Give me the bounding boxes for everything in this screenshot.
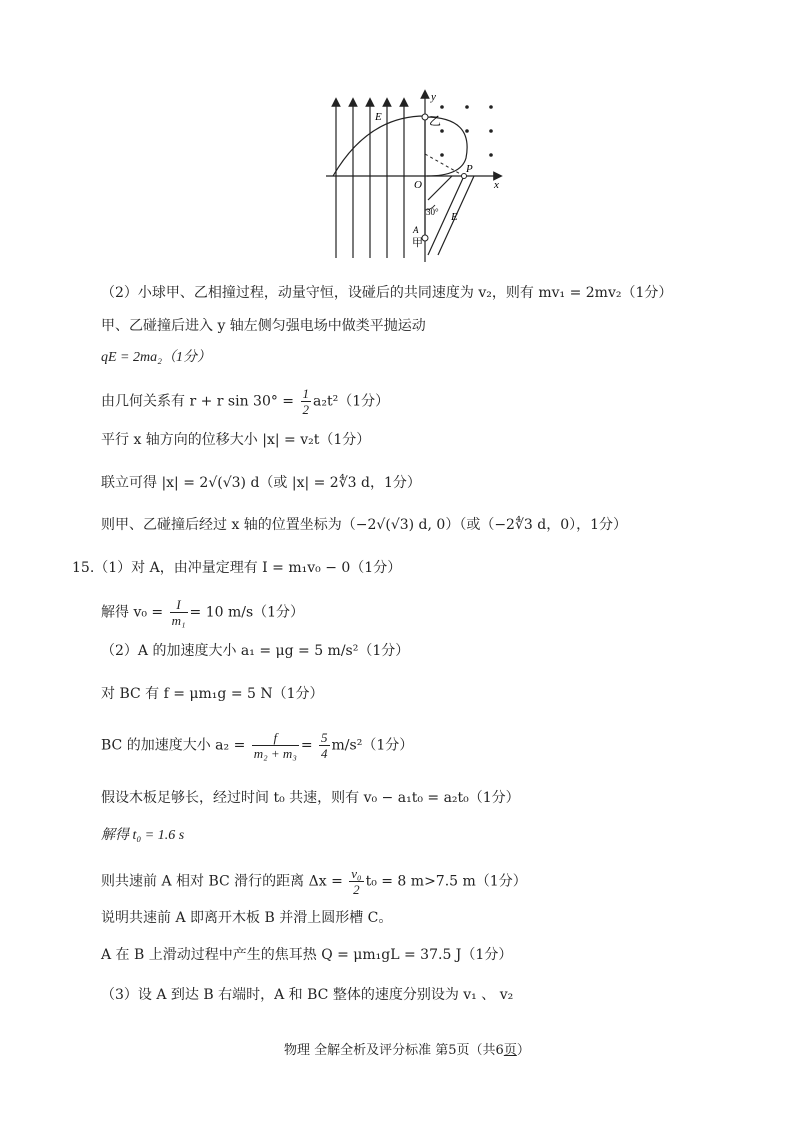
fraction-v0-half	[349, 866, 363, 897]
label-y: y	[431, 91, 436, 103]
dashed-line	[425, 154, 464, 176]
label-a: A	[413, 225, 419, 235]
label-e-left: E	[375, 111, 382, 123]
line-joule-heat: A 在 B 上滑动过程中产生的焦耳热 Q = μm₁gL = 37.5 J（1分）	[101, 947, 513, 963]
label-p: P	[466, 163, 473, 175]
label-yi: 乙	[429, 114, 442, 128]
footer-close: ）	[516, 1043, 530, 1058]
line-part3-setup: （3）设 A 到达 B 右端时，A 和 BC 整体的速度分别设为 v₁ 、 v₂	[101, 987, 514, 1003]
label-origin: O	[414, 179, 422, 191]
label-x: x	[494, 179, 499, 191]
fraction-f-mass	[252, 730, 299, 761]
line-bc-friction: 对 BC 有 f = μm₁g = 5 N（1分）	[101, 686, 324, 702]
fraction-i-m1	[170, 597, 188, 628]
label-jia: 甲	[412, 237, 423, 249]
v0-suffix: = 10 m/s（1分）	[189, 604, 305, 621]
line-relative-distance	[101, 866, 527, 897]
line-after-collision: 甲、乙碰撞后进入 y 轴左侧匀强电场中做类平抛运动	[101, 318, 426, 334]
trajectory-arc	[425, 117, 467, 238]
frac-den: 2	[302, 402, 309, 417]
distance-prefix: 则共速前 A 相对 BC 滑行的距离 Δx =	[101, 873, 348, 890]
frac-den: 2	[353, 882, 360, 897]
ball-yi	[422, 114, 428, 120]
geometry-prefix: 由几何关系有 r + r sin 30° =	[101, 393, 299, 410]
label-angle: 30°	[426, 207, 439, 217]
line-a-acceleration: （2）A 的加速度大小 a₁ = μg = 5 m/s²（1分）	[101, 643, 410, 659]
line-q15-part1: 15.（1）对 A，由冲量定理有 I = m₁v₀ − 0（1分）	[72, 560, 402, 576]
line-solve-v0	[101, 597, 304, 628]
frac-num: v₀	[351, 866, 362, 881]
line-bc-acceleration	[101, 730, 413, 761]
line-force-equation: qE = 2ma₂（1分）	[101, 350, 211, 365]
v0-prefix: 解得 v₀ =	[101, 604, 168, 621]
fraction-half	[301, 386, 312, 417]
frac-num: f	[252, 730, 299, 746]
footer-prefix: 物理 全解全析及评分标准 第5页（共6	[284, 1043, 504, 1058]
frac-num: I	[170, 597, 188, 613]
footer-page-suffix: 页	[503, 1043, 517, 1058]
label-e-right: E	[451, 211, 458, 223]
frac-den: m₁	[171, 613, 186, 628]
page-footer	[284, 1039, 530, 1058]
line-x-displacement: 平行 x 轴方向的位移大小 |x| = v₂t（1分）	[101, 432, 371, 448]
frac-num: 5	[321, 730, 328, 745]
line-collision-momentum: （2）小球甲、乙相撞过程，动量守恒，设碰后的共同速度为 v₂，则有 mv₁ = 2mv₂（1分）	[101, 285, 673, 301]
frac-den: m₂ + m₃	[253, 746, 297, 761]
line-combined-result: 联立可得 |x| = 2√(√3) d（或 |x| = 2∜3 d，1分）	[101, 475, 421, 491]
line-solve-t0: 解得 t₀ = 1.6 s	[101, 828, 185, 843]
line-common-speed: 假设木板足够长，经过时间 t₀ 共速，则有 v₀ − a₁t₀ = a₂t₀（1分）	[101, 790, 520, 806]
distance-suffix: t₀ = 8 m>7.5 m（1分）	[365, 873, 527, 890]
frac-den: 4	[321, 746, 328, 761]
bc-suffix: m/s²（1分）	[331, 737, 414, 754]
field-lines	[336, 102, 404, 258]
line-explanation: 说明共速前 A 即离开木板 B 并滑上圆形槽 C。	[101, 910, 393, 926]
line-position-coordinate: 则甲、乙碰撞后经过 x 轴的位置坐标为（−2√(√3) d, 0）（或（−2∜3 d，0），1分）	[101, 517, 628, 533]
trajectory-parabola	[333, 116, 425, 176]
line-geometry	[101, 386, 389, 417]
fraction-five-quarters	[319, 730, 330, 761]
geometry-suffix: a₂t²（1分）	[313, 393, 390, 410]
frac-num: 1	[302, 386, 309, 401]
bc-prefix: BC 的加速度大小 a₂ =	[101, 737, 250, 754]
bc-mid: =	[300, 737, 318, 754]
